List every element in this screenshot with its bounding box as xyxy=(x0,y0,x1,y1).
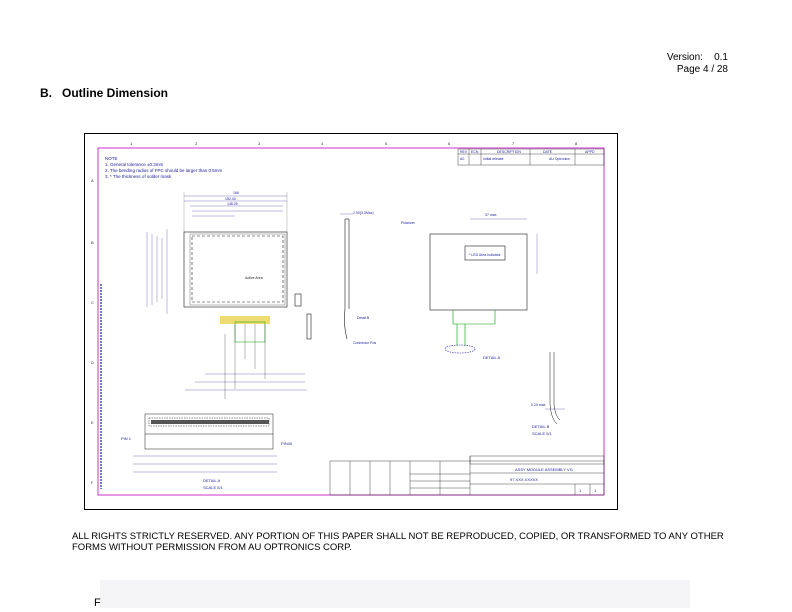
detail-b-labels xyxy=(531,403,553,436)
svg-text:DATE: DATE xyxy=(543,150,553,154)
svg-text:ECN: ECN xyxy=(471,150,479,154)
dim-width: 166 xyxy=(233,191,239,195)
svg-text:A0: A0 xyxy=(460,157,465,161)
drawing-frame xyxy=(98,148,604,495)
pin40-label: PIN40 xyxy=(281,441,293,446)
active-area-label: Active Area xyxy=(245,276,263,280)
side-view xyxy=(340,214,353,339)
row-label: B xyxy=(91,240,94,245)
page-number: Page 4 / 28 xyxy=(676,64,728,75)
svg-text:37 max: 37 max xyxy=(485,213,497,217)
row-label: F xyxy=(91,480,94,485)
notes-title: NOTE xyxy=(105,156,118,161)
rights-notice: ALL RIGHTS STRICTLY RESERVED. ANY PORTION OF THIS PAPER SHALL NOT BE REPRODUCED, COPIED, OR TRANSFORMED TO ANY OTHER FORMS WITHOUT PERMISSION FROM AU OPTRONICS CORP. xyxy=(72,531,724,553)
svg-text:1: 1 xyxy=(579,488,582,493)
fpc-region xyxy=(185,316,307,399)
svg-text:1: 1 xyxy=(594,488,597,493)
svg-text:DETAIL A: DETAIL A xyxy=(483,355,501,360)
svg-text:* LED Area Indicator: * LED Area Indicator xyxy=(469,253,501,257)
section-number: B. xyxy=(40,86,52,100)
svg-text:REV: REV xyxy=(460,150,468,154)
technical-drawing-svg xyxy=(85,134,619,511)
col-label: 8 xyxy=(575,141,578,146)
svg-text:Initial release: Initial release xyxy=(483,157,504,161)
section-title: Outline Dimension xyxy=(62,86,169,100)
svg-text:Detail B: Detail B xyxy=(357,316,370,320)
detail-b-view xyxy=(545,352,565,424)
row-label: A xyxy=(91,178,94,183)
footer-band xyxy=(100,580,690,608)
svg-text:Connector Pos: Connector Pos xyxy=(353,341,377,345)
note-line: 1. General tolerance ±0.3mm xyxy=(105,162,164,167)
title-block-text xyxy=(510,467,597,493)
svg-text:0.20 max: 0.20 max xyxy=(531,403,546,407)
col-label: 4 xyxy=(321,141,324,146)
revision-table-text xyxy=(460,150,595,161)
version-value: 0.1 xyxy=(714,52,728,63)
note-line: 2. The bending radius of FPC should be larger than 0.5mm xyxy=(105,168,223,173)
detail-b-scale: SCALE 5/1 xyxy=(532,431,552,436)
footer-letter: F xyxy=(94,597,101,609)
version-block xyxy=(667,52,728,76)
col-label: 7 xyxy=(512,141,515,146)
detail-a-scale: SCALE 5/1 xyxy=(203,485,223,490)
grid-row-labels xyxy=(91,178,94,485)
product-title: ASSY MODULE ASSEMBLY VG xyxy=(515,467,573,472)
col-label: 1 xyxy=(130,141,133,146)
detail-a-labels xyxy=(121,436,293,490)
revision-table xyxy=(458,149,604,165)
title-block xyxy=(330,456,604,495)
detail-a-title: DETAIL A xyxy=(203,478,221,483)
svg-text:Polarizer: Polarizer xyxy=(401,221,415,225)
col-label: 5 xyxy=(385,141,388,146)
col-label: 3 xyxy=(258,141,261,146)
version-label: Version: xyxy=(666,52,703,63)
side-view-labels xyxy=(353,211,376,345)
svg-text:148.09: 148.09 xyxy=(227,202,238,206)
part-number: 97.XXX.XXXXX xyxy=(510,477,539,482)
thickness-label: 2.90(3.3Max) xyxy=(353,211,374,215)
row-label: D xyxy=(91,360,94,365)
svg-text:AU Optronics: AU Optronics xyxy=(549,157,570,161)
pin1-label: PIN 1 xyxy=(121,436,132,441)
svg-text:152.40: 152.40 xyxy=(225,197,236,201)
section-heading xyxy=(40,86,168,100)
front-view-labels xyxy=(225,191,263,280)
svg-text:DESCRIPTION: DESCRIPTION xyxy=(497,150,521,154)
drawing-notes xyxy=(105,156,222,179)
grid-col-labels xyxy=(130,141,578,146)
col-label: 6 xyxy=(448,141,451,146)
back-view xyxy=(430,219,537,353)
row-label: C xyxy=(91,300,94,305)
detail-a-pins xyxy=(151,420,269,424)
col-label: 2 xyxy=(195,141,198,146)
svg-text:APPD: APPD xyxy=(585,150,595,154)
note-line: 3. * The thickness of solder mask xyxy=(105,174,172,179)
detail-b-title: DETAIL B xyxy=(532,424,550,429)
row-label: E xyxy=(91,420,94,425)
back-view-labels xyxy=(401,213,502,360)
outline-drawing xyxy=(84,133,618,510)
